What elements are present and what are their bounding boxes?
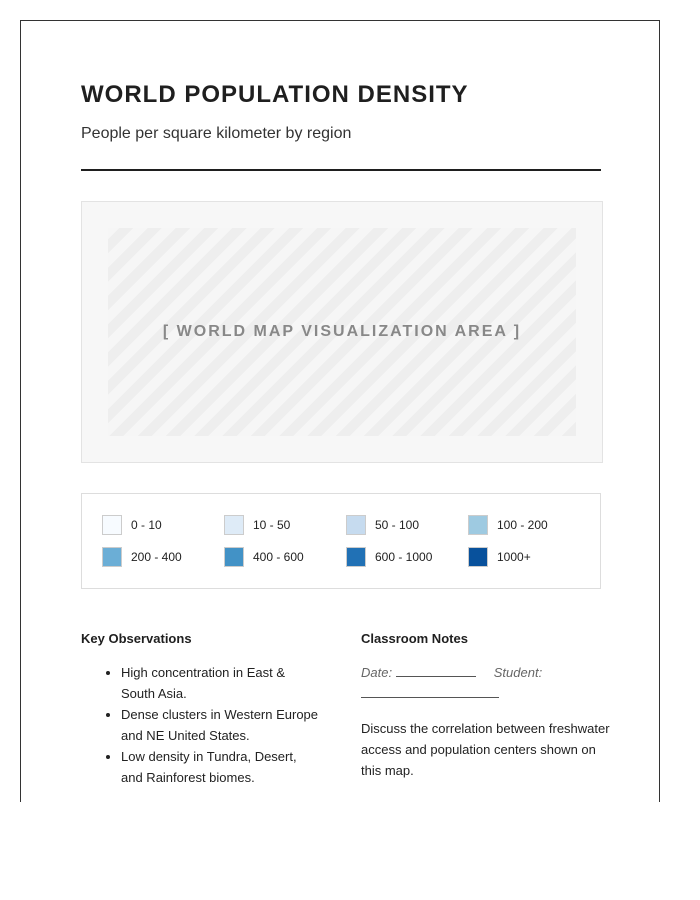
classroom-notes-heading: Classroom Notes — [361, 631, 468, 646]
legend-swatch — [102, 547, 122, 567]
classroom-notes-section — [361, 631, 611, 781]
observations-list — [81, 662, 321, 788]
student-label: Student: — [493, 665, 543, 680]
legend-item — [468, 546, 531, 568]
legend-swatch — [102, 515, 122, 535]
legend-swatch — [346, 547, 366, 567]
legend-item — [224, 546, 304, 568]
legend-label: 400 - 600 — [253, 550, 304, 564]
observation-item: • High concentration in East & South Asia. — [121, 662, 321, 704]
legend-item — [102, 546, 182, 568]
page-subtitle: People per square kilometer by region — [81, 125, 352, 142]
observation-item: • Dense clusters in Western Europe and NE United States. — [121, 704, 321, 746]
notes-text: Discuss the correlation between freshwater access and population centers shown on this map. — [361, 721, 610, 778]
key-observations-heading: Key Observations — [81, 631, 192, 646]
legend-label: 10 - 50 — [253, 518, 291, 532]
observation-item: • Low density in Tundra, Desert, and Rainforest biomes. — [121, 746, 321, 788]
legend-swatch — [468, 547, 488, 567]
legend-item — [346, 546, 432, 568]
legend-label: 1000+ — [497, 550, 531, 564]
date-blank — [396, 662, 476, 677]
title-divider — [81, 169, 601, 171]
density-legend — [81, 493, 601, 589]
key-observations-section — [81, 631, 321, 788]
legend-label: 200 - 400 — [131, 550, 182, 564]
date-student-line — [361, 662, 611, 704]
legend-swatch — [224, 547, 244, 567]
legend-label: 600 - 1000 — [375, 550, 433, 564]
page-title: WORLD POPULATION DENSITY — [81, 81, 469, 108]
legend-swatch — [468, 515, 488, 535]
legend-item — [346, 514, 419, 536]
legend-label: 50 - 100 — [375, 518, 420, 532]
legend-item — [468, 514, 548, 536]
date-label: Date: — [361, 665, 393, 680]
worksheet-page — [20, 20, 660, 802]
legend-label: 100 - 200 — [497, 518, 548, 532]
legend-item — [224, 514, 290, 536]
map-frame — [81, 201, 603, 463]
legend-item — [102, 514, 162, 536]
legend-swatch — [346, 515, 366, 535]
student-blank — [361, 683, 499, 698]
map-placeholder — [108, 228, 576, 436]
legend-swatch — [224, 515, 244, 535]
legend-label: 0 - 10 — [131, 518, 162, 532]
map-placeholder-label: [ WORLD MAP VISUALIZATION AREA ] — [162, 323, 522, 340]
